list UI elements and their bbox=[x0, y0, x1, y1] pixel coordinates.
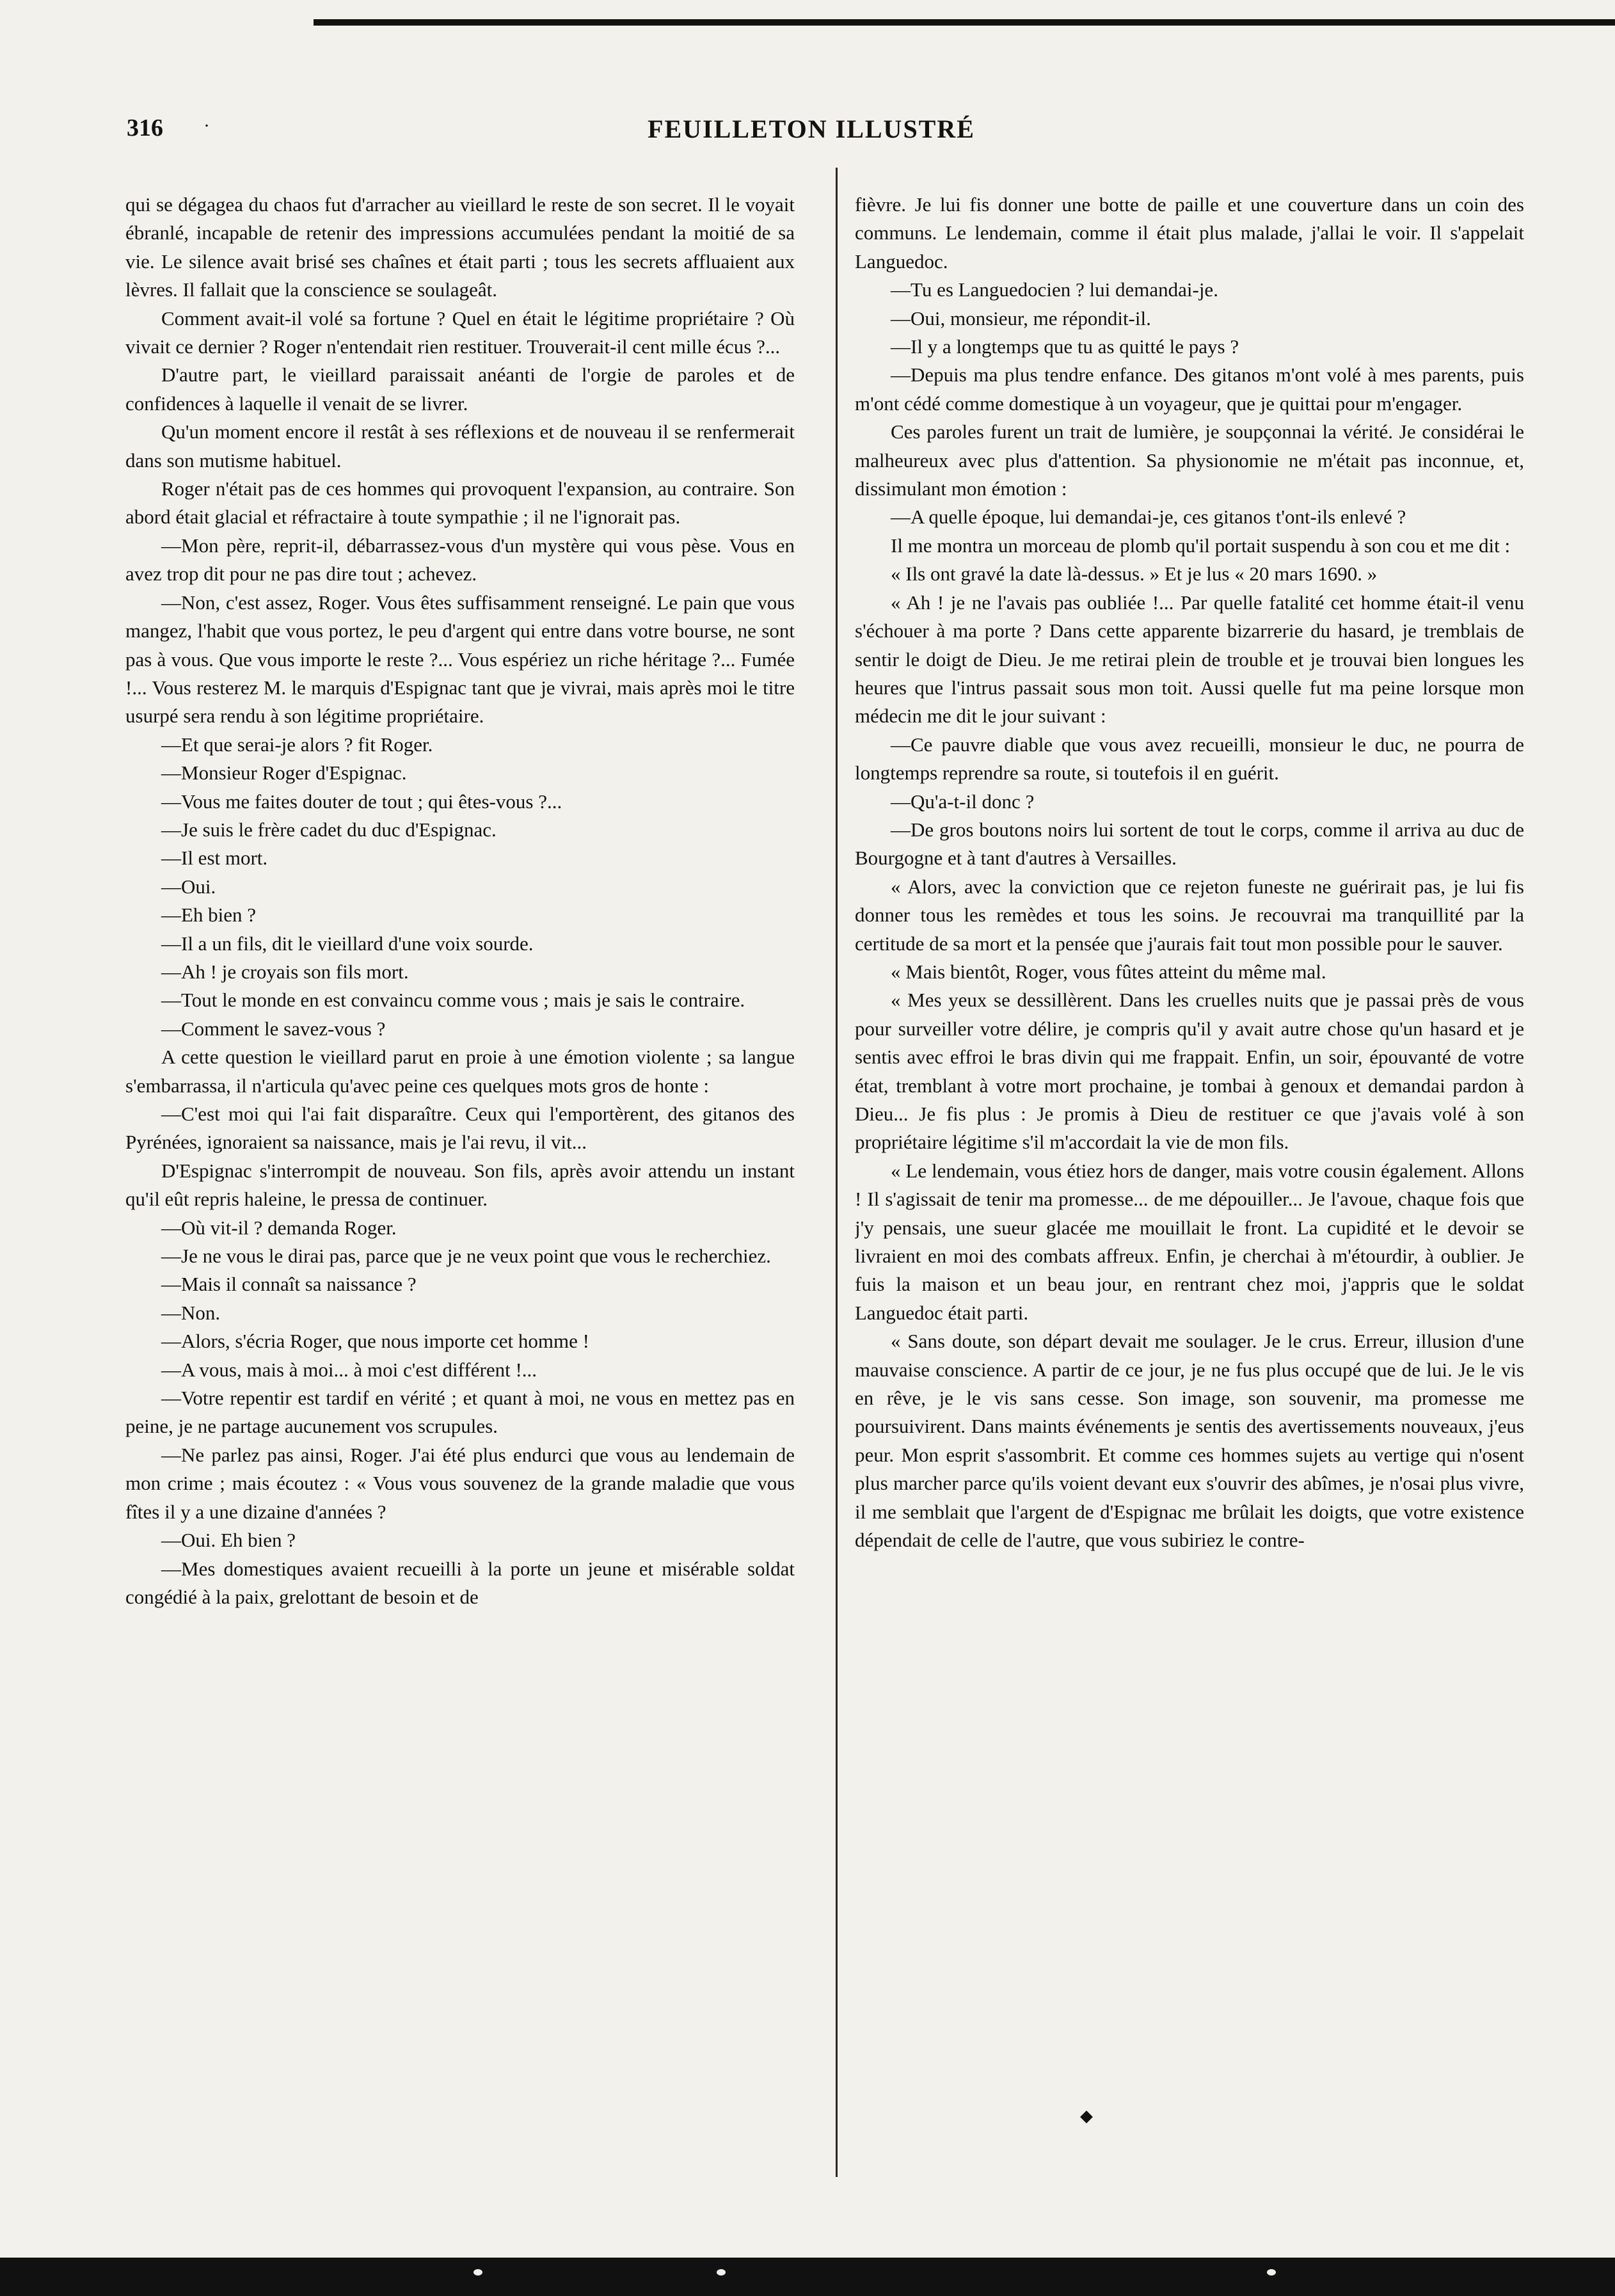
paragraph: —Qu'a-t-il donc ? bbox=[891, 790, 1035, 813]
top-rule bbox=[314, 19, 1615, 26]
paragraph: —Il y a longtemps que tu as quitté le pays ? bbox=[891, 335, 1239, 358]
paragraph: —Ne parlez pas ainsi, Roger. J'ai été plus endurci que vous au lendemain de mon crime ; mais écoutez : « Vous vous souvenez de la grande maladie que vous fîtes il y a une dizaine d'années ? bbox=[125, 1443, 795, 1523]
paragraph: Comment avait-il volé sa fortune ? Quel en était le légitime propriétaire ? Où vivait ce dernier ? Roger n'entendait rien restituer. Trouverait-il cent mille écus ?... bbox=[125, 307, 795, 358]
paragraph: « Ah ! je ne l'avais pas oubliée !... Par quelle fatalité cet homme était-il venu s'échouer à ma porte ? Dans cette apparente bizarrerie du hasard, je tremblais de sentir le doigt de Dieu. Je me retirai plein de trouble et je trouvai bien longues les heures que l'intrus passait sous mon toit. Aussi quelle fut ma peine lorsque mon médecin me dit le jour suivant : bbox=[855, 591, 1524, 728]
paragraph: « Mes yeux se dessillèrent. Dans les cruelles nuits que je passai près de vous pour surveiller votre délire, je compris qu'il y avait autre chose qu'un hasard et je sentis avec effroi le bras divin qui me frappait. Enfin, un soir, épouvanté de votre état, tremblant à votre mort prochaine, je tombai à genoux et demandai pardon à Dieu... Je fis plus : Je promis à Dieu de restituer ce que j'avais volé à son propriétaire légitime s'il m'accordait la vie de mon fils. bbox=[855, 989, 1524, 1154]
paragraph: « Sans doute, son départ devait me soulager. Je le crus. Erreur, illusion d'une mauvaise conscience. A partir de ce jour, je ne fus plus occupé que de lui. Je le vis en rêve, je le vis sans cesse. Son image, son souvenir, ma promesse me poursuivirent. Dans maints événements je sentis des avertissements nouveaux, j'eus peur. Mon esprit s'assombrit. Et comme ces hommes sujets au vertige qui n'osent plus marcher parce qu'ils voient devant eux s'ouvrir des abîmes, je n'osai plus vivre, il me semblait que l'argent de d'Espignac me brûlait les doigts, que votre existence dépendait de celle de l'autre, que vous subiriez le contre- bbox=[855, 1330, 1524, 1552]
paragraph: —Vous me faites douter de tout ; qui êtes-vous ?... bbox=[161, 790, 562, 813]
paragraph: Qu'un moment encore il restât à ses réflexions et de nouveau il se renfermerait dans son mutisme habituel. bbox=[125, 420, 795, 472]
paragraph: —A quelle époque, lui demandai-je, ces gitanos t'ont-ils enlevé ? bbox=[891, 506, 1406, 529]
paragraph: —Monsieur Roger d'Espignac. bbox=[161, 761, 407, 785]
paragraph: —Non. bbox=[161, 1301, 221, 1324]
scan-speck bbox=[1267, 2269, 1276, 2276]
paragraph: Il me montra un morceau de plomb qu'il portait suspendu à son cou et me dit : bbox=[891, 534, 1511, 557]
paragraph: D'Espignac s'interrompit de nouveau. Son fils, après avoir attendu un instant qu'il eût repris haleine, le pressa de continuer. bbox=[125, 1159, 795, 1211]
bottom-scan-edge bbox=[0, 2258, 1615, 2296]
column-divider bbox=[836, 168, 838, 2177]
header-separator: · bbox=[203, 115, 210, 136]
paragraph: Ces paroles furent un trait de lumière, je soupçonnai la vérité. Je considérai le malheureux avec plus d'attention. Sa physionomie ne m'était pas inconnue, et, dissimulant mon émotion : bbox=[855, 420, 1524, 500]
paragraph: —Oui. bbox=[161, 875, 216, 898]
paragraph: —Ce pauvre diable que vous avez recueilli, monsieur le duc, ne pourra de longtemps reprendre sa route, si toutefois il en guérit. bbox=[855, 733, 1524, 785]
right-column bbox=[855, 191, 1524, 2187]
paragraph: —Votre repentir est tardif en vérité ; et quant à moi, ne vous en mettez pas en peine, je ne partage aucunement vos scrupules. bbox=[125, 1387, 795, 1438]
paragraph: —Je ne vous le dirai pas, parce que je ne veux point que vous le recherchiez. bbox=[161, 1245, 771, 1268]
scan-speck bbox=[717, 2269, 726, 2276]
paragraph: Roger n'était pas de ces hommes qui provoquent l'expansion, au contraire. Son abord était glacial et réfractaire à toute sympathie ; il ne l'ignorait pas. bbox=[125, 477, 795, 529]
paragraph: « Le lendemain, vous étiez hors de danger, mais votre cousin également. Allons ! Il s'agissait de tenir ma promesse... de me dépouiller... Je l'avoue, chaque fois que j'y pensais, une sueur glacée me mouillait le front. La cupidité et le devoir se livraient en moi des combats affreux. Enfin, je cherchai à m'étourdir, à oublier. Je fuis la maison et un beau jour, en rentrant chez moi, j'appris que le soldat Languedoc était parti. bbox=[855, 1159, 1524, 1324]
scan-speck bbox=[473, 2269, 482, 2276]
paragraph: « Mais bientôt, Roger, vous fûtes atteint du même mal. bbox=[891, 960, 1326, 983]
page-number: 316 bbox=[127, 115, 163, 141]
paragraph: —Oui, monsieur, me répondit-il. bbox=[891, 307, 1151, 330]
paragraph: —Tout le monde en est convaincu comme vous ; mais je sais le contraire. bbox=[161, 989, 745, 1012]
paragraph: —Oui. Eh bien ? bbox=[161, 1529, 296, 1552]
paragraph: —Il a un fils, dit le vieillard d'une voix sourde. bbox=[161, 932, 534, 955]
paragraph: A cette question le vieillard parut en proie à une émotion violente ; sa langue s'embarrassa, il n'articula qu'avec peine ces quelques mots gros de honte : bbox=[125, 1046, 795, 1097]
paragraph: qui se dégagea du chaos fut d'arracher au vieillard le reste de son secret. Il le voyait ébranlé, incapable de retenir des impressions accumulées pendant la moitié de sa vie. Le silence avait brisé ses chaînes et était parti ; tous les secrets affluaient aux lèvres. Il fallait que la conscience se soulageât. bbox=[125, 193, 795, 301]
left-column bbox=[125, 191, 795, 2187]
paragraph: —Mon père, reprit-il, débarrassez-vous d'un mystère qui vous pèse. Vous en avez trop dit pour ne pas dire tout ; achevez. bbox=[125, 534, 795, 586]
paragraph: —De gros boutons noirs lui sortent de tout le corps, comme il arriva au duc de Bourgogne et à tant d'autres à Versailles. bbox=[855, 818, 1524, 870]
paragraph: —Où vit-il ? demanda Roger. bbox=[161, 1216, 397, 1239]
paragraph: —Je suis le frère cadet du duc d'Espignac. bbox=[161, 818, 497, 841]
paragraph: —Mes domestiques avaient recueilli à la porte un jeune et misérable soldat congédié à la paix, grelottant de besoin et de bbox=[125, 1557, 795, 1608]
paragraph: —Eh bien ? bbox=[161, 904, 257, 927]
paragraph: « Alors, avec la conviction que ce rejeton funeste ne guérirait pas, je lui fis donner tous les remèdes et tous les soins. Je recouvrai ma tranquillité par la certitude de sa mort et la pensée que j'aurais fait tout mon possible pour le sauver. bbox=[855, 875, 1524, 955]
running-title: FEUILLETON ILLUSTRÉ bbox=[648, 115, 975, 143]
paragraph: —Ah ! je croyais son fils mort. bbox=[161, 960, 409, 983]
paragraph: —Et que serai-je alors ? fit Roger. bbox=[161, 733, 433, 756]
paragraph: —Tu es Languedocien ? lui demandai-je. bbox=[891, 278, 1218, 301]
paragraph: —Mais il connaît sa naissance ? bbox=[161, 1273, 417, 1296]
paragraph: —C'est moi qui l'ai fait disparaître. Ceux qui l'emportèrent, des gitanos des Pyrénées, ignoraient sa naissance, mais je l'ai revu, il vit... bbox=[125, 1103, 795, 1154]
paragraph: fièvre. Je lui fis donner une botte de paille et une couverture dans un coin des communs. Le lendemain, comme il était plus malade, j'allai le voir. Il s'appelait Languedoc. bbox=[855, 193, 1524, 273]
paragraph: —Il est mort. bbox=[161, 847, 268, 870]
paragraph: —Comment le savez-vous ? bbox=[161, 1017, 386, 1040]
footer-bullet: ◆ bbox=[1080, 2107, 1093, 2125]
paragraph: —Depuis ma plus tendre enfance. Des gitanos m'ont volé à mes parents, puis m'ont cédé comme domestique à un voyageur, que je quittai pour m'engager. bbox=[855, 363, 1524, 415]
paragraph: « Ils ont gravé la date là-dessus. » Et je lus « 20 mars 1690. » bbox=[891, 562, 1378, 586]
paragraph: —Non, c'est assez, Roger. Vous êtes suffisamment renseigné. Le pain que vous mangez, l'habit que vous portez, le peu d'argent qui entre dans votre bourse, ne sont pas à vous. Que vous importe le reste ?... Vous espériez un riche héritage ?... Fumée !... Vous resterez M. le marquis d'Espignac tant que je vivrai, mais après moi le titre usurpé sera rendu à son légitime propriétaire. bbox=[125, 591, 795, 728]
page-header bbox=[127, 114, 1496, 152]
paragraph: —A vous, mais à moi... à moi c'est différent !... bbox=[161, 1358, 537, 1381]
paragraph: —Alors, s'écria Roger, que nous importe cet homme ! bbox=[161, 1330, 589, 1353]
paragraph: D'autre part, le vieillard paraissait anéanti de l'orgie de paroles et de confidences à laquelle il venait de se livrer. bbox=[125, 363, 795, 415]
